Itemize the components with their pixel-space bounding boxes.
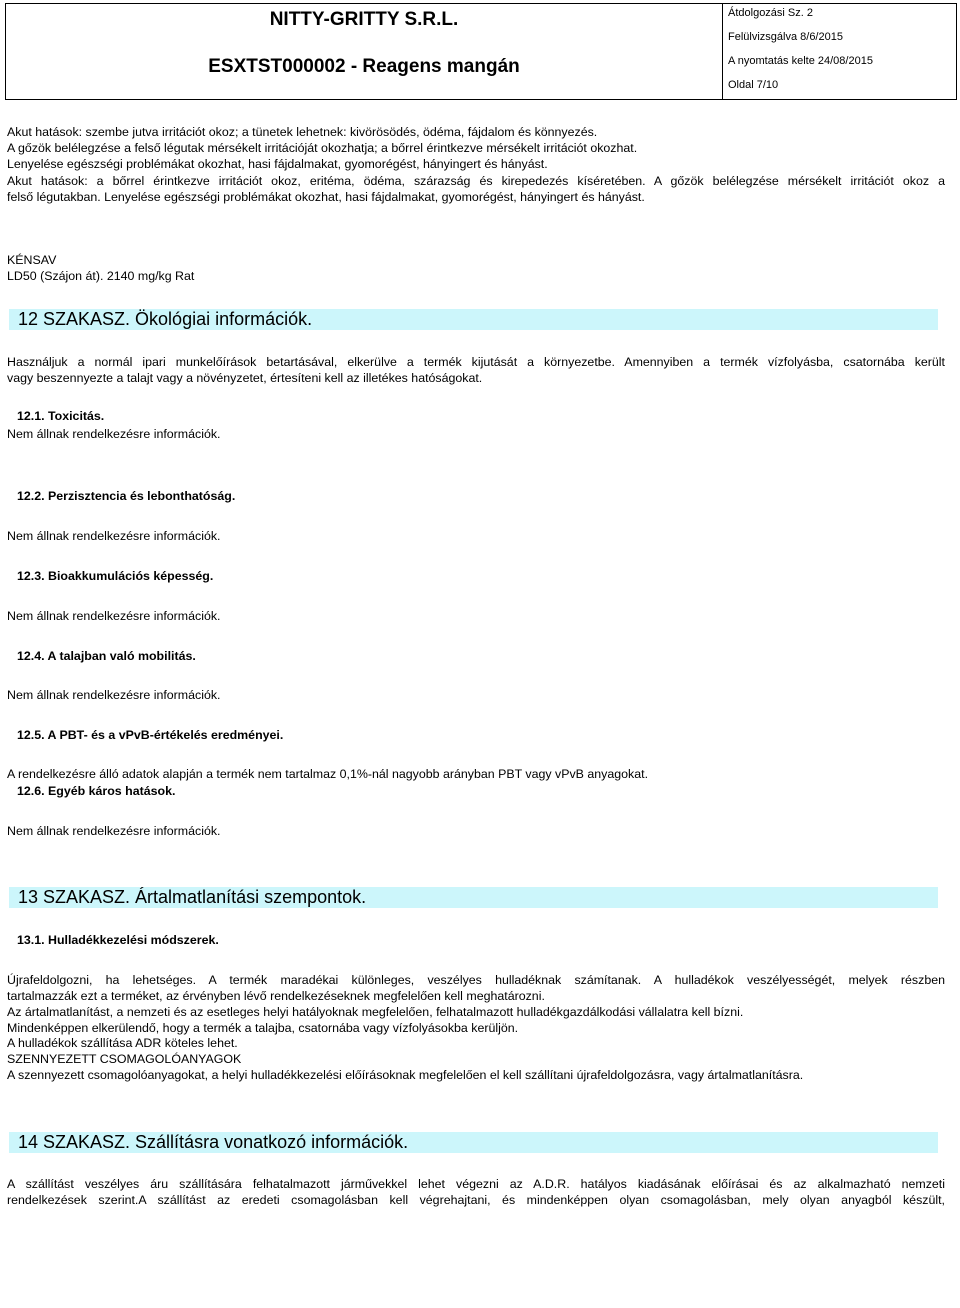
text-line: felső légutakban. Lenyelése egészségi problémákat okozhat, hasi fájdalmakat, gyomorégést, hányingert és hányást.: [7, 190, 645, 204]
section-14-heading: 14 SZAKASZ. Szállításra vonatkozó információk.: [9, 1132, 938, 1153]
text-line: Újrafeldolgozni, ha lehetséges. A termék maradékai különleges, veszélyes hulladéknak számítanak. A hulladékok veszélyességét, melyek részben: [7, 973, 945, 987]
text-line: Nem állnak rendelkezésre információk.: [7, 688, 221, 702]
ld50-value: LD50 (Szájon át). 2140 mg/kg Rat: [7, 269, 195, 283]
text-line: Akut hatások: szembe jutva irritációt okoz; a tünetek lehetnek: kivörösödés, ödéma, fájdalom és könnyezés.: [7, 125, 598, 139]
subsection-heading: 13.1. Hulladékkezelési módszerek.: [17, 933, 219, 947]
subsection-heading: 12.3. Bioakkumulációs képesség.: [17, 569, 214, 583]
print-date: A nyomtatás kelte 24/08/2015: [728, 55, 873, 67]
text-line: Használjuk a normál ipari munkelőírások betartásával, elkerülve a termék kijutását a környezetbe. Amennyiben a termék vízfolyásba, csatornába került: [7, 355, 945, 369]
text-line: A szállítást veszélyes áru szállítására felhatalmazott járművekkel lehet végezni az A.D.R. hatályos kiadásának előírásai és az alkalmazható nemzeti: [7, 1177, 945, 1191]
text-line: SZENNYEZETT CSOMAGOLÓANYAGOK: [7, 1052, 242, 1066]
subsection-heading: 12.1. Toxicitás.: [17, 409, 105, 423]
text-line: A gőzök belélegzése a felső légutak mérsékelt irritációját okozhatja; a bőrrel érintkezve mérsékelt irritációt okozhat.: [7, 141, 638, 155]
header-meta-block: [723, 4, 956, 99]
text-line: Lenyelése egészségi problémákat okozhat, hasi fájdalmakat, gyomorégést, hányingert és hányást.: [7, 157, 548, 171]
text-line: vagy beszennyezte a talajt vagy a növényzetet, értesíteni kell az illetékes hatóságokat.: [7, 371, 483, 385]
text-line: rendelkezések szerint.A szállítást az eredeti csomagolásban kell végrehajtani, és mindenképpen olyan csomagolásban, mely olyan anyagból készült,: [7, 1193, 945, 1207]
text-line: A szennyezett csomagolóanyagokat, a helyi hulladékkezelési előírásoknak megfelelően el kell szállítani újrafeldolgozásra, vagy ártalmatlanításra.: [7, 1068, 804, 1082]
section-13-heading: 13 SZAKASZ. Ártalmatlanítási szempontok.: [9, 887, 938, 908]
substance-name: KÉNSAV: [7, 253, 57, 267]
product-name: ESXTST000002 - Reagens mangán: [208, 56, 520, 77]
text-line: A hulladékok szállítása ADR köteles lehet.: [7, 1036, 238, 1050]
text-line: Nem állnak rendelkezésre információk.: [7, 529, 221, 543]
text-line: Nem állnak rendelkezésre információk.: [7, 427, 221, 441]
page-number: Oldal 7/10: [728, 79, 779, 91]
text-line: Akut hatások: a bőrrel érintkezve irritációt okoz, eritéma, ödéma, szárazság és kirepedezés kíséretében. A gőzök belélegzése mérsékelt irritációt okoz a: [7, 174, 945, 188]
company-name: NITTY-GRITTY S.R.L.: [269, 9, 459, 30]
section-12-heading: 12 SZAKASZ. Ökológiai információk.: [9, 309, 938, 330]
subsection-heading: 12.4. A talajban való mobilitás.: [17, 649, 196, 663]
text-line: tartalmazzák ezt a terméket, az érvényben lévő rendelkezéseknek megfelelően kell meghatározni.: [7, 989, 545, 1003]
subsection-heading: 12.6. Egyéb káros hatások.: [17, 784, 176, 798]
text-line: Nem állnak rendelkezésre információk.: [7, 609, 221, 623]
revision-number: Átdolgozási Sz. 2: [728, 7, 813, 19]
text-line: Az ártalmatlanítást, a nemzeti és az esetleges helyi hatályoknak megfelelően, felhatalmazott hulladékgazdálkodási vállalatra kell bízni.: [7, 1005, 744, 1019]
subsection-heading: 12.5. A PBT- és a vPvB-értékelés eredményei.: [17, 728, 284, 742]
document-header: [5, 3, 957, 100]
header-title-block: [6, 4, 723, 99]
text-line: Mindenképpen elkerülendő, hogy a termék a talajba, csatornába vagy vízfolyásokba kerüljön.: [7, 1021, 519, 1035]
subsection-heading: 12.2. Perzisztencia és lebonthatóság.: [17, 489, 236, 503]
review-date: Felülvizsgálva 8/6/2015: [728, 31, 843, 43]
text-line: A rendelkezésre álló adatok alapján a termék nem tartalmaz 0,1%-nál nagyobb arányban PBT vagy vPvB anyagokat.: [7, 767, 649, 781]
text-line: Nem állnak rendelkezésre információk.: [7, 824, 221, 838]
